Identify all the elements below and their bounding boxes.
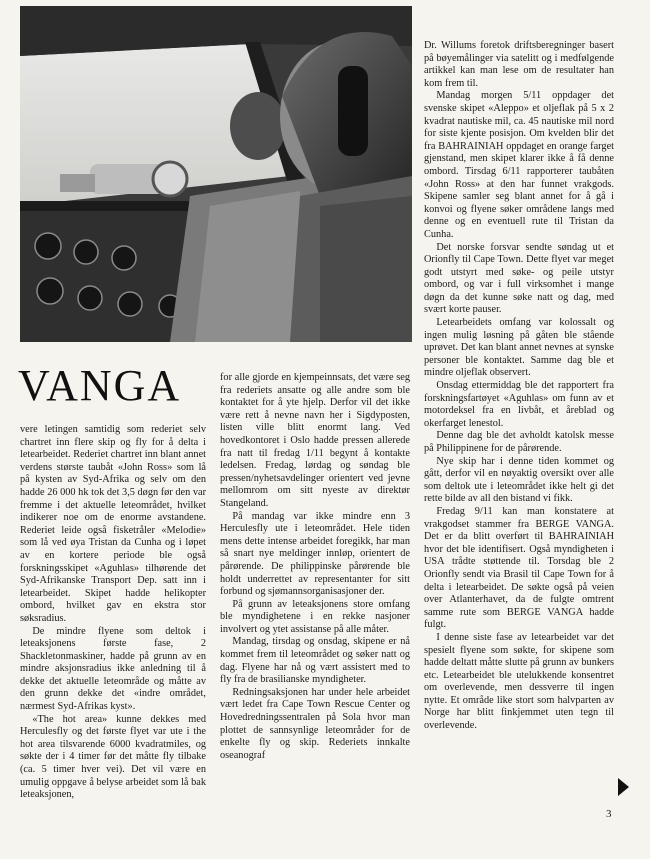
paragraph: I denne siste fase av letearbeidet var det spesielt flyene som søkte, for skipene som hadde deltatt måtte slutte på grunn av bunkers etc. Letearbeidet ble utelukkende konsentret om overlevende, men dessverre til ingen nytte. Et område like stort som halvparten av Norge har blitt finkjemmet uten tegn til overlevende. bbox=[424, 631, 614, 732]
text-column-2 bbox=[220, 372, 410, 762]
paragraph: Dr. Willums foretok driftsberegninger basert på bøyemålinger via satelitt og i medfølgende artikkel kan man lese om de resultater han kom frem til. bbox=[424, 40, 614, 89]
paragraph: De mindre flyene som deltok i leteaksjonens første fase, 2 Shackletonmaskiner, hadde på grunn av en mindre aksjonsradius ikke anledning til å dekke det aktuelle leteområde og måtte av den grunn dekke det «indre området, nærmest Syd-Afrikas kyst». bbox=[20, 625, 206, 713]
paragraph: Det norske forsvar sendte søndag ut et Orionfly til Cape Town. Dette flyet var meget godt utstyrt med søke- og peile utstyr ombord, og var i full virksomhet i mange døgn da det kunne søke natt og dag, med svært korte pauser. bbox=[424, 241, 614, 316]
paragraph: Nye skip har i denne tiden kommet og gått, derfor vil en nøyaktig oversikt over alle som deltok ute i leteområdet ikke helt gi det rette bilde av all den bistand vi fikk. bbox=[424, 455, 614, 505]
paragraph: «The hot area» kunne dekkes med Herculesfly og det første flyet var ute i the hot area tilsvarende 6000 kvadratmiles, og søkte der i 4 timer før det måtte fly tilbake (ca. 5 timer hver vei). Det vil være en umulig oppgave å belyse arbeidet som lå bak leteaksjonen, bbox=[20, 713, 206, 801]
paragraph: På mandag var ikke mindre enn 3 Herculesfly ute i leteområdet. Hele tiden mens dette intense arbeidet foregikk, har man så snart nye meldinger innløp, orientert de pårørende. De philippinske pårørende ble holdt underrettet av representanter for sitt forbund og sjømannsorganisasjoner der. bbox=[220, 510, 410, 598]
paragraph: Onsdag ettermiddag ble det rapportert fra forskningsfartøyet «Aguhlas» om funn av et motordeksel fra en livbåt, et åreblad og okerfarget lenestol. bbox=[424, 380, 614, 429]
paragraph: Redningsaksjonen har under hele arbeidet vært ledet fra Cape Town Rescue Center og Hovedredningssentralen på Sola hvor man plottet de sannsynlige leteområder for de enkelte fly og skip. Rederiets innkalte oseanograf bbox=[220, 686, 410, 761]
paragraph: Denne dag ble det avholdt katolsk messe på Philippinene for de pårørende. bbox=[424, 430, 614, 454]
paragraph: for alle gjorde en kjempeinnsats, det være seg fra rederiets ansatte og alle andre som ble kontaktet for å yte hjelp. Derfor vil det ikke være rett å nevne navn her i Sigdyposten, listen ville blitt enormt lang. Ved hovedkontoret i Oslo hadde pressen allerede fra natt til fredag 1/11 begynt å kontakte ledelsen. Fredag, lørdag og søndag ble pressen/nyhetsavdelinger orientert ved jevne mellomrom om sitt nyeste av direktør Stangeland. bbox=[220, 372, 410, 509]
paragraph: På grunn av leteaksjonens store omfang ble myndighetene i en rekke nasjoner involvert og ytet assistanse på alle måter. bbox=[220, 598, 410, 635]
text-column-1 bbox=[20, 424, 206, 802]
page-number: 3 bbox=[606, 808, 612, 820]
paragraph: Fredag 9/11 kan man konstatere at vrakgodset stammer fra BERGE VANGA. Det er da blitt overført til BAHRAINIAH hvor det ble identifisert. Også myndigheten i USA trådte støttende til. Torsdag ble 2 Orionfly sendt via Brasil til Cape Town for å delta i letearbeidet. De søkte også på veien over Atlanterhavet, da de fulgte omtrent samme rute som BERGE VANGA hadde fulgt. bbox=[424, 505, 614, 631]
continue-arrow-icon bbox=[618, 778, 629, 796]
paragraph: vere letingen samtidig som rederiet selv chartret inn flere skip og fly for å delta i letearbeidet. Rederiet chartret inn blant annet verdens største taubåt «John Ross» som lå på kysten av Syd-Afrika og selv om den hadde 26 000 hk tok det 3,5 døgn før den var fremme i det aktuelle leteområdet, hvilket indikerer noe om de enorme avstandene. Rederiet leide også fisketråler «Melodie» som lå ved øya Tristan da Cunha og i løpet av en kortere periode ble også forskningsskipet «Aguhlas» tilhørende det Syd-Afrikanske Transport Dep. satt inn i letearbeidet. Skipet hadde helikopter ombord, hvilket gav en ekstra stor søksradius. bbox=[20, 424, 206, 624]
paragraph: Mandag, tirsdag og onsdag, skipene er nå kommet frem til leteområdet og søker natt og dag. Flyene har nå og vært assistert med to fly fra de brasilianske myndigheter. bbox=[220, 636, 410, 686]
article-title: VANGA bbox=[18, 361, 182, 410]
paragraph: Mandag morgen 5/11 oppdager det svenske skipet «Aleppo» et oljeflak på 5 x 2 kvadrat nautiske mil, ca. 45 nautiske mil nord for siste kjente posisjon. Om kvelden blir det fra BAHRAINIAH oppdaget en orange farget gjenstand, men skipet klarer ikke å få denne ombord. Tirsdag 6/11 rapporterer taubåten «John Ross» at den har funnet vrakgods. Skipene samler seg blant annet for å gå i konvoi og flyene søker områdene langs med denne og en eventuell rute til Tristan da Cunha. bbox=[424, 90, 614, 240]
text-column-3 bbox=[424, 40, 614, 733]
paragraph: Letearbeidets omfang var kolossalt og ingen mulig løsning på gåten ble stående uprøvet. Det kan blant annet nevnes at synske personer ble kontaktet. Samme dag ble et mindre oljeflak observert. bbox=[424, 317, 614, 379]
cockpit-photo bbox=[20, 6, 412, 342]
